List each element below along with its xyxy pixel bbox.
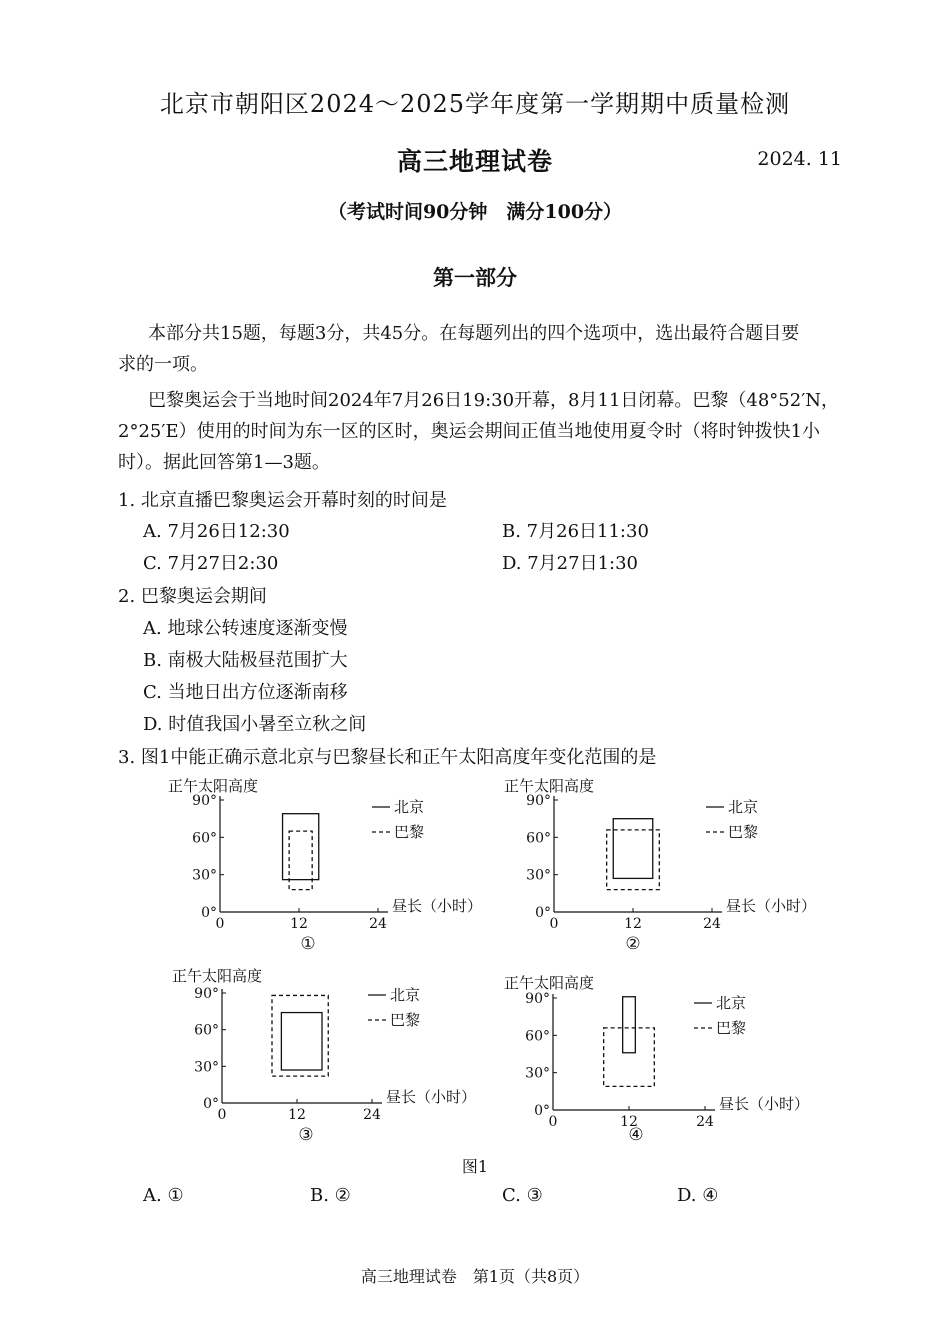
- y-axis-title: 正午太阳高度: [168, 777, 259, 795]
- question-2-option-a: A. 地球公转速度逐渐变慢: [143, 618, 348, 639]
- question-1-option-c: C. 7月27日2:30: [143, 553, 279, 574]
- legend-paris: 巴黎: [716, 1019, 747, 1037]
- y-tick-label: 90°: [194, 986, 219, 1002]
- passage-line-2: 2°25′E）使用的时间为东一区的区时，奥运会期间正值当地使用夏令时（将时钟拨快1小: [118, 421, 821, 442]
- panel-label: ④: [628, 1125, 644, 1145]
- x-tick-label: 0: [215, 916, 225, 932]
- chart-panel-3: [172, 967, 476, 1145]
- y-tick-label: 90°: [526, 793, 551, 809]
- x-tick-label: 0: [217, 1107, 227, 1123]
- question-1-option-d: D. 7月27日1:30: [502, 553, 639, 574]
- question-3-option-c: C. ③: [502, 1185, 543, 1206]
- figure-caption: 图1: [461, 1157, 489, 1176]
- intro-line-1: 本部分共15题，每题3分，共45分。在每题列出的四个选项中，选出最符合题目要: [148, 323, 800, 344]
- x-axis-label: 昼长（小时）: [386, 1088, 477, 1106]
- y-axis-title: 正午太阳高度: [504, 777, 595, 795]
- exam-info: （考试时间90分钟 满分100分）: [327, 201, 623, 223]
- exam-date: 2024. 11: [757, 148, 842, 170]
- y-tick-label: 90°: [192, 793, 217, 809]
- x-tick-label: 12: [288, 1107, 306, 1123]
- legend-paris: 巴黎: [390, 1011, 421, 1029]
- passage-line-3: 时）。据此回答第1—3题。: [118, 452, 330, 473]
- question-1-option-b: B. 7月26日11:30: [502, 521, 649, 542]
- page-footer: 高三地理试卷 第1页（共8页）: [360, 1267, 590, 1286]
- y-tick-label: 0°: [535, 905, 551, 921]
- legend-beijing: 北京: [716, 994, 747, 1012]
- y-tick-label: 60°: [525, 1028, 550, 1045]
- question-3-stem: 3. 图1中能正确示意北京与巴黎昼长和正午太阳高度年变化范围的是: [118, 747, 657, 768]
- panel-label: ②: [625, 934, 641, 954]
- y-tick-label: 0°: [534, 1103, 550, 1119]
- panel-label: ①: [300, 934, 316, 954]
- legend-beijing: 北京: [394, 798, 425, 816]
- beijing-range-rect: [613, 819, 653, 879]
- x-axis-label: 昼长（小时）: [719, 1095, 810, 1113]
- question-3-option-a: A. ①: [143, 1185, 184, 1206]
- exam-header: 北京市朝阳区2024～2025学年度第一学期期中质量检测: [159, 90, 791, 118]
- question-2-stem: 2. 巴黎奥运会期间: [118, 586, 267, 607]
- x-tick-label: 0: [548, 1114, 558, 1130]
- x-tick-label: 24: [696, 1114, 714, 1130]
- passage-line-1: 巴黎奥运会于当地时间2024年7月26日19:30开幕，8月11日闭幕。巴黎（48°52′N，: [148, 390, 840, 411]
- legend-paris: 巴黎: [394, 823, 425, 841]
- paris-range-rect: [604, 1028, 655, 1086]
- paris-range-rect: [607, 830, 660, 890]
- y-tick-label: 60°: [192, 830, 217, 847]
- x-tick-label: 12: [290, 916, 308, 932]
- y-axis-title: 正午太阳高度: [504, 974, 595, 992]
- y-tick-label: 90°: [525, 991, 550, 1007]
- x-axis-label: 昼长（小时）: [392, 897, 483, 915]
- x-tick-label: 24: [369, 916, 387, 932]
- y-axis-title: 正午太阳高度: [172, 967, 263, 985]
- y-tick-label: 30°: [525, 1065, 550, 1082]
- x-tick-label: 24: [703, 916, 721, 932]
- intro-line-2: 求的一项。: [118, 354, 208, 375]
- x-tick-label: 12: [620, 1114, 638, 1130]
- legend-beijing: 北京: [728, 798, 759, 816]
- y-tick-label: 60°: [526, 830, 551, 847]
- x-tick-label: 24: [363, 1107, 381, 1123]
- y-tick-label: 30°: [526, 867, 551, 884]
- beijing-range-rect: [281, 1013, 322, 1070]
- part-title: 第一部分: [433, 265, 517, 290]
- y-tick-label: 30°: [192, 867, 217, 884]
- chart-panel-4: [504, 974, 809, 1145]
- y-tick-label: 60°: [194, 1022, 219, 1039]
- x-tick-label: 0: [549, 916, 559, 932]
- question-3-option-b: B. ②: [310, 1185, 351, 1206]
- legend-beijing: 北京: [390, 986, 421, 1004]
- beijing-range-rect: [283, 814, 319, 880]
- question-2-option-c: C. 当地日出方位逐渐南移: [143, 682, 348, 703]
- paris-range-rect: [272, 995, 328, 1076]
- question-2-option-b: B. 南极大陆极昼范围扩大: [143, 650, 348, 671]
- panel-label: ③: [298, 1125, 314, 1145]
- question-3-option-d: D. ④: [677, 1185, 719, 1206]
- y-tick-label: 0°: [203, 1096, 219, 1112]
- x-axis-label: 昼长（小时）: [726, 897, 817, 915]
- question-2-option-d: D. 时值我国小暑至立秋之间: [143, 714, 367, 735]
- y-tick-label: 30°: [194, 1059, 219, 1076]
- paris-range-rect: [289, 831, 312, 889]
- exam-title: 高三地理试卷: [396, 147, 553, 176]
- legend-paris: 巴黎: [728, 823, 759, 841]
- beijing-range-rect: [623, 997, 636, 1053]
- y-tick-label: 0°: [201, 905, 217, 921]
- chart-panel-1: [168, 777, 482, 954]
- chart-panel-2: [504, 777, 816, 954]
- question-1-stem: 1. 北京直播巴黎奥运会开幕时刻的时间是: [118, 490, 447, 511]
- question-1-option-a: A. 7月26日12:30: [143, 521, 290, 542]
- x-tick-label: 12: [624, 916, 642, 932]
